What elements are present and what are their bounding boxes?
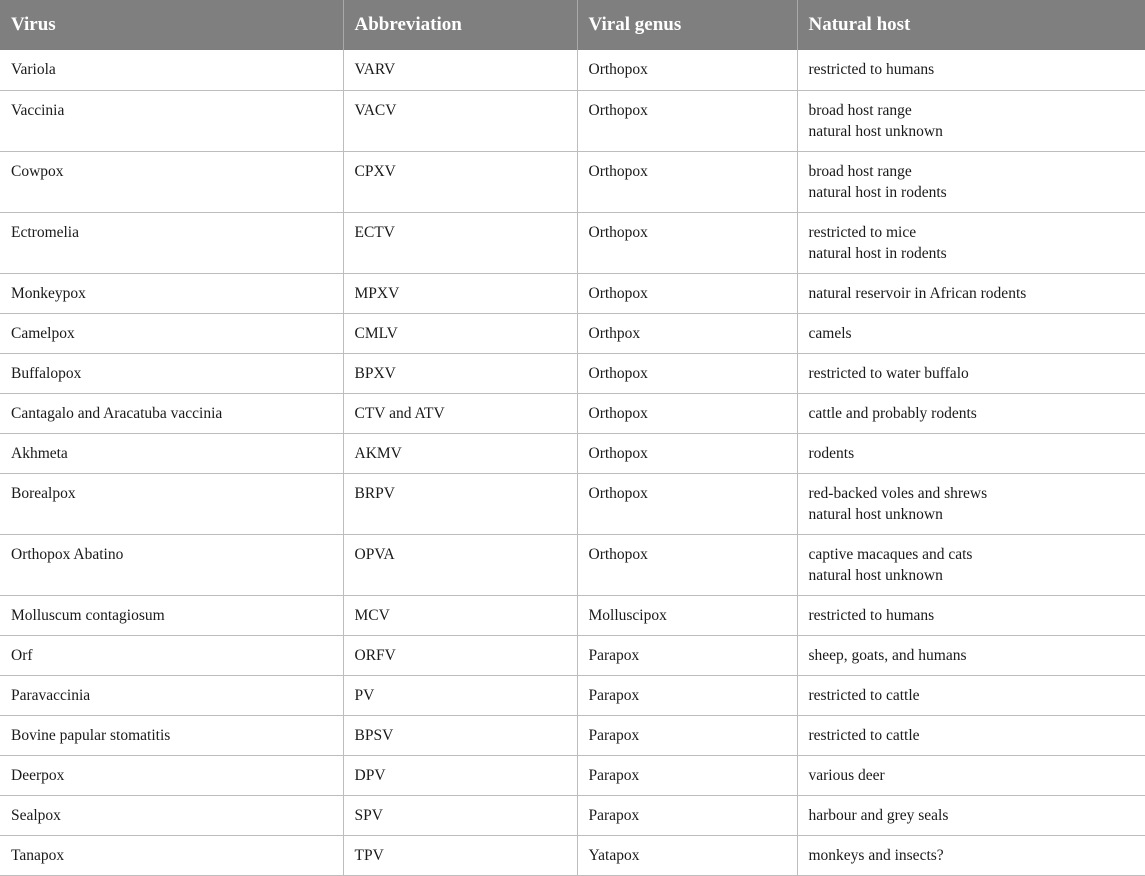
- table-row: [0, 433, 1145, 473]
- cell-natural-host: [797, 534, 1145, 595]
- natural-host-line: monkeys and insects?: [808, 846, 944, 864]
- table-row: [0, 313, 1145, 353]
- natural-host-line: natural reservoir in African rodents: [808, 284, 1027, 302]
- table-row: [0, 90, 1145, 151]
- cell-abbreviation: VARV: [343, 50, 577, 90]
- natural-host-line: red-backed voles and shrews: [808, 484, 988, 502]
- cell-virus: Sealpox: [0, 795, 343, 835]
- natural-host-line: cattle and probably rodents: [808, 404, 977, 422]
- cell-abbreviation: AKMV: [343, 433, 577, 473]
- cell-abbreviation: OPVA: [343, 534, 577, 595]
- cell-viral-genus: Parapox: [577, 635, 797, 675]
- cell-viral-genus: Parapox: [577, 755, 797, 795]
- cell-viral-genus: Orthopox: [577, 151, 797, 212]
- cell-virus: Orf: [0, 635, 343, 675]
- cell-virus: Ectromelia: [0, 212, 343, 273]
- cell-natural-host: [797, 151, 1145, 212]
- cell-viral-genus: Orthopox: [577, 90, 797, 151]
- cell-natural-host: [797, 393, 1145, 433]
- cell-viral-genus: Orthopox: [577, 393, 797, 433]
- natural-host-line: rodents: [808, 444, 855, 462]
- table-row: [0, 715, 1145, 755]
- cell-viral-genus: Orthopox: [577, 50, 797, 90]
- cell-viral-genus: Orthopox: [577, 273, 797, 313]
- cell-viral-genus: Orthopox: [577, 353, 797, 393]
- natural-host-line: natural host unknown: [808, 505, 943, 523]
- cell-virus: Cantagalo and Aracatuba vaccinia: [0, 393, 343, 433]
- cell-virus: Cowpox: [0, 151, 343, 212]
- cell-abbreviation: ORFV: [343, 635, 577, 675]
- cell-virus: Akhmeta: [0, 433, 343, 473]
- table-row: [0, 273, 1145, 313]
- cell-natural-host: [797, 675, 1145, 715]
- cell-natural-host: [797, 473, 1145, 534]
- cell-viral-genus: Orthopox: [577, 534, 797, 595]
- table-row: [0, 635, 1145, 675]
- table-row: [0, 595, 1145, 635]
- natural-host-line: restricted to water buffalo: [808, 364, 969, 382]
- cell-abbreviation: CPXV: [343, 151, 577, 212]
- natural-host-line: captive macaques and cats: [808, 545, 973, 563]
- table-row: [0, 353, 1145, 393]
- cell-viral-genus: Orthopox: [577, 433, 797, 473]
- table-header: [0, 0, 1145, 50]
- cell-abbreviation: TPV: [343, 835, 577, 875]
- header-abbreviation: Abbreviation: [343, 0, 577, 50]
- natural-host-line: restricted to humans: [808, 61, 935, 78]
- natural-host-line: natural host unknown: [808, 122, 943, 140]
- table-row: [0, 393, 1145, 433]
- cell-abbreviation: CMLV: [343, 313, 577, 353]
- cell-viral-genus: Orthopox: [577, 212, 797, 273]
- cell-virus: Bovine papular stomatitis: [0, 715, 343, 755]
- table-row: [0, 151, 1145, 212]
- cell-virus: Molluscum contagiosum: [0, 595, 343, 635]
- natural-host-line: restricted to mice: [808, 223, 917, 241]
- cell-natural-host: [797, 50, 1145, 90]
- cell-abbreviation: PV: [343, 675, 577, 715]
- cell-natural-host: [797, 90, 1145, 151]
- natural-host-line: sheep, goats, and humans: [808, 646, 967, 664]
- cell-abbreviation: BPXV: [343, 353, 577, 393]
- cell-viral-genus: Parapox: [577, 795, 797, 835]
- cell-natural-host: [797, 353, 1145, 393]
- cell-virus: Buffalopox: [0, 353, 343, 393]
- cell-abbreviation: MCV: [343, 595, 577, 635]
- cell-virus: Paravaccinia: [0, 675, 343, 715]
- table-row: [0, 755, 1145, 795]
- cell-abbreviation: BPSV: [343, 715, 577, 755]
- natural-host-line: various deer: [808, 766, 885, 784]
- cell-natural-host: [797, 635, 1145, 675]
- natural-host-line: broad host range: [808, 101, 912, 119]
- natural-host-line: natural host unknown: [808, 566, 943, 584]
- table-row: [0, 534, 1145, 595]
- cell-abbreviation: VACV: [343, 90, 577, 151]
- cell-virus: Borealpox: [0, 473, 343, 534]
- natural-host-line: harbour and grey seals: [808, 806, 949, 824]
- header-natural-host: Natural host: [797, 0, 1145, 50]
- cell-abbreviation: CTV and ATV: [343, 393, 577, 433]
- cell-virus: Vaccinia: [0, 90, 343, 151]
- cell-natural-host: [797, 273, 1145, 313]
- header-viral-genus: Viral genus: [577, 0, 797, 50]
- cell-viral-genus: Orthpox: [577, 313, 797, 353]
- header-row: [0, 0, 1145, 50]
- cell-natural-host: [797, 212, 1145, 273]
- cell-natural-host: [797, 595, 1145, 635]
- cell-virus: Monkeypox: [0, 273, 343, 313]
- cell-natural-host: [797, 433, 1145, 473]
- cell-abbreviation: MPXV: [343, 273, 577, 313]
- cell-abbreviation: BRPV: [343, 473, 577, 534]
- natural-host-line: natural host in rodents: [808, 244, 947, 262]
- cell-natural-host: [797, 755, 1145, 795]
- cell-virus: Camelpox: [0, 313, 343, 353]
- cell-natural-host: [797, 715, 1145, 755]
- table-row: [0, 795, 1145, 835]
- cell-virus: Variola: [0, 50, 343, 90]
- cell-abbreviation: DPV: [343, 755, 577, 795]
- cell-virus: Deerpox: [0, 755, 343, 795]
- header-virus: Virus: [0, 0, 343, 50]
- cell-virus: Orthopox Abatino: [0, 534, 343, 595]
- cell-natural-host: [797, 795, 1145, 835]
- natural-host-line: broad host range: [808, 162, 912, 180]
- table-row: [0, 50, 1145, 90]
- natural-host-line: restricted to humans: [808, 606, 935, 624]
- cell-viral-genus: Yatapox: [577, 835, 797, 875]
- natural-host-line: restricted to cattle: [808, 726, 920, 744]
- natural-host-line: camels: [808, 324, 852, 342]
- table-body: [0, 50, 1145, 875]
- table-row: [0, 212, 1145, 273]
- cell-viral-genus: Molluscipox: [577, 595, 797, 635]
- table-row: [0, 835, 1145, 875]
- cell-viral-genus: Orthopox: [577, 473, 797, 534]
- natural-host-line: natural host in rodents: [808, 183, 947, 201]
- cell-abbreviation: ECTV: [343, 212, 577, 273]
- cell-abbreviation: SPV: [343, 795, 577, 835]
- cell-virus: Tanapox: [0, 835, 343, 875]
- table-row: [0, 473, 1145, 534]
- cell-viral-genus: Parapox: [577, 715, 797, 755]
- cell-natural-host: [797, 313, 1145, 353]
- cell-natural-host: [797, 835, 1145, 875]
- table-row: [0, 675, 1145, 715]
- natural-host-line: restricted to cattle: [808, 686, 920, 704]
- cell-viral-genus: Parapox: [577, 675, 797, 715]
